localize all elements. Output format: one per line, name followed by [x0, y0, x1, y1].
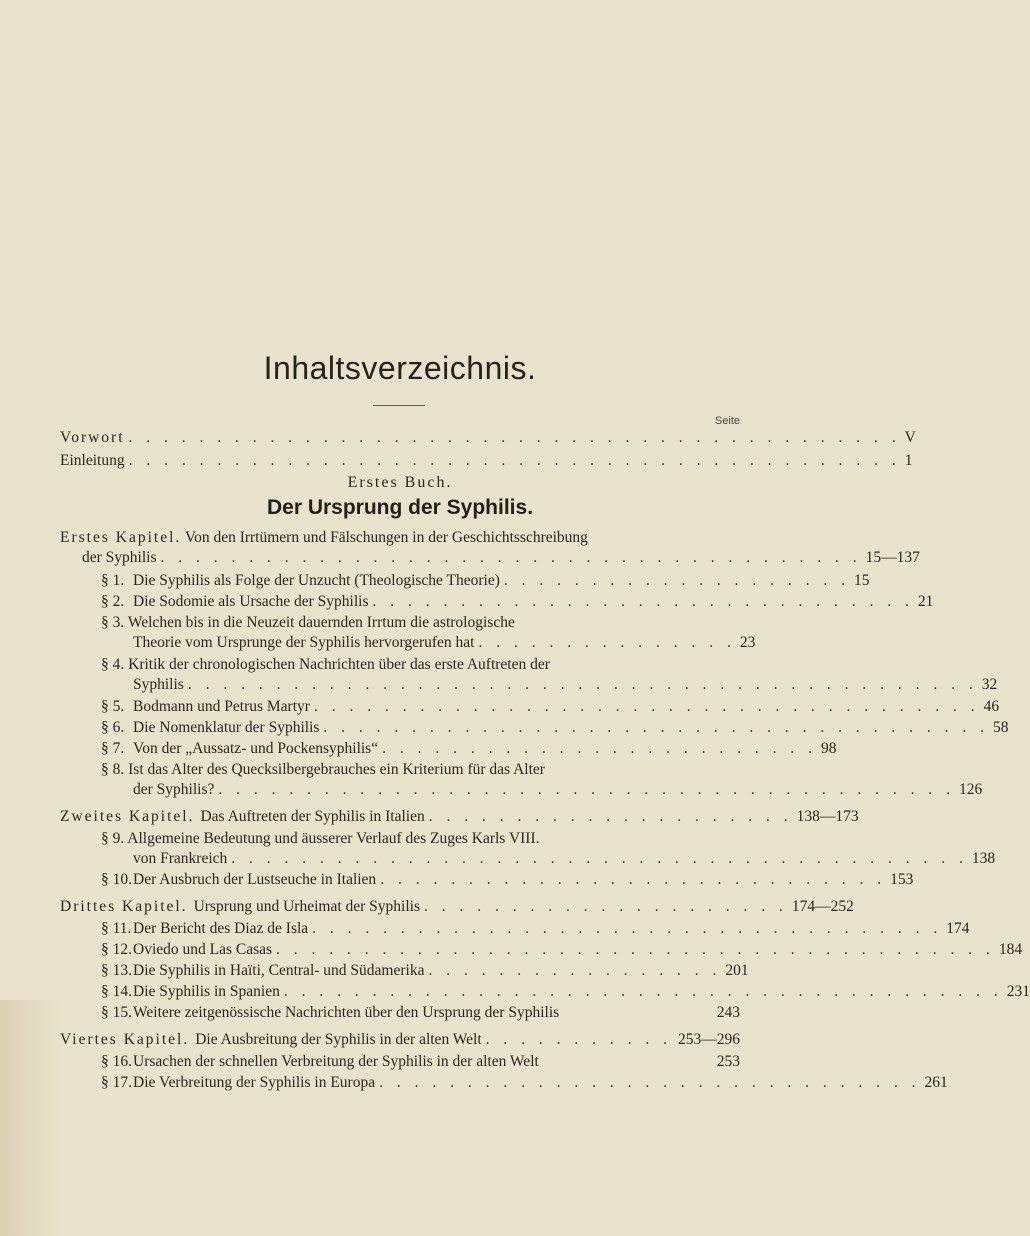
- chapter-entry: [82, 548, 920, 568]
- section-entry-line: [101, 829, 540, 849]
- section-entry: [101, 982, 1030, 1002]
- section-title: Die Syphilis in Haïti, Central- und Südamerika: [133, 962, 425, 979]
- section-title: Bodmann und Petrus Martyr: [133, 698, 310, 715]
- chapter-ordinal: Erstes Kapitel.: [60, 529, 182, 546]
- section-page: 126: [959, 781, 983, 798]
- section-page: 231: [1006, 983, 1030, 1000]
- section-entry-line: [101, 655, 550, 675]
- section-entry-cont: [133, 633, 756, 653]
- section-number: § 13.: [101, 962, 132, 979]
- chapter-pages: 138—173: [796, 808, 859, 825]
- section-title: Kritik der chronologischen Nachrichten über das erste Auftreten der: [128, 656, 550, 673]
- dot-leader: . . . . . . . . . . . . . . . . .: [428, 962, 722, 979]
- section-number: § 16.: [101, 1053, 132, 1070]
- dot-leader: . . . . . . . . . . . . . . . . . . . . . . . . . . . . . . .: [372, 593, 914, 610]
- section-entry: [101, 1052, 740, 1072]
- section-title-cont: der Syphilis?: [133, 781, 215, 798]
- chapter-title-cont: der Syphilis: [82, 549, 157, 566]
- dot-leader: . . . . . . . . . . . . . . . . . . . . . . . . . . . . .: [380, 871, 887, 888]
- section-page: 253: [716, 1053, 740, 1070]
- dot-leader: . . . . . . . . . . . . . . . . . . . . .: [428, 808, 793, 825]
- dot-leader: . . . . . . . . . . .: [485, 1031, 673, 1048]
- section-title: Welchen bis in die Neuzeit dauernden Irrtum die astrologische: [127, 614, 515, 631]
- chapter-title: Von den Irrtümern und Fälschungen in der Geschichtsschreibung: [184, 529, 588, 546]
- section-title: Weitere zeitgenössische Nachrichten über den Ursprung der Syphilis: [133, 1004, 560, 1021]
- section-title-cont: Syphilis: [133, 676, 184, 693]
- title-rule: [373, 405, 425, 406]
- section-title: Der Ausbruch der Lustseuche in Italien: [133, 871, 377, 888]
- chapter-ordinal: Drittes Kapitel.: [60, 898, 188, 915]
- section-title-cont: von Frankreich: [133, 850, 228, 867]
- section-entry: [101, 940, 1023, 960]
- section-page: 98: [820, 740, 837, 757]
- section-entry: [101, 592, 934, 612]
- section-number: § 9.: [101, 830, 125, 847]
- book-heading: Der Ursprung der Syphilis.: [266, 496, 534, 519]
- section-number: § 15.: [101, 1004, 132, 1021]
- dot-leader: . . . . . . . . . . . . . . .: [478, 634, 736, 651]
- dot-leader: . . . . . . . . . . . . . . . . . . . . . . . . . . . . . . . . . . . . . . . . . . . .: [128, 429, 901, 446]
- section-page: 184: [998, 941, 1023, 958]
- section-entry-line: [101, 613, 515, 633]
- entry-label: Einleitung: [60, 452, 125, 469]
- section-entry-cont: [133, 780, 983, 800]
- section-title: Ursachen der schnellen Verbreitung der Syphilis in der alten Welt: [133, 1053, 539, 1070]
- section-number: § 6.: [101, 719, 125, 736]
- dot-leader: . . . . . . . . . . . . . . . . . . . . . . . . . . . . . . . . . . . . . . . . . .: [231, 850, 968, 867]
- section-entry: [101, 1003, 740, 1023]
- section-number: § 1.: [101, 572, 125, 589]
- chapter-ordinal: Zweites Kapitel.: [60, 808, 195, 825]
- section-page: 46: [983, 698, 1000, 715]
- dot-leader: . . . . . . . . . . . . . . . . . . . . . . . . . . . . . . . . . . . .: [312, 920, 943, 937]
- dot-leader: . . . . . . . . . . . . . . . . . . . . . . . . . . . . . . . . . . . . . .: [323, 719, 990, 736]
- toc-entry-vorwort: [60, 428, 916, 448]
- chapter-entry: [60, 897, 854, 917]
- dot-leader: . . . . . . . . . . . . . . . . . . . . . . . . . . . . . . . . . . . . . . . .: [160, 549, 862, 566]
- section-page: 58: [993, 719, 1009, 736]
- entry-label: Vorwort: [60, 429, 125, 446]
- chapter-pages: 15—137: [865, 549, 920, 566]
- dot-leader: . . . . . . . . . . . . . . . . . . . . . . . . . . . . . . . . . . . . . . . . . .: [218, 781, 955, 798]
- chapter-entry: [60, 1030, 740, 1050]
- section-title: Der Bericht des Diaz de Isla: [133, 920, 309, 937]
- entry-page: V: [904, 429, 916, 446]
- section-number: § 10.: [101, 871, 132, 888]
- dot-leader: . . . . . . . . . . . . . . . . . . . . . . . . . . . . . . . . . . . . . . . . . . . .: [128, 452, 901, 469]
- section-number: § 8.: [101, 761, 125, 778]
- section-number: § 17.: [101, 1074, 132, 1091]
- section-title-cont: Theorie vom Ursprunge der Syphilis hervorgerufen hat: [133, 634, 475, 651]
- dot-leader: . . . . . . . . . . . . . . . . . . . . . . . . .: [382, 740, 817, 757]
- section-page: 201: [725, 962, 749, 979]
- section-title: Die Syphilis als Folge der Unzucht (Theologische Theorie): [133, 572, 500, 589]
- chapter-title: Die Ausbreitung der Syphilis in der alten Welt: [195, 1031, 482, 1048]
- section-title: Allgemeine Bedeutung und äusserer Verlauf des Zuges Karls VIII.: [127, 830, 540, 847]
- section-page: 15: [854, 572, 870, 589]
- section-page: 261: [924, 1074, 948, 1091]
- section-entry: [101, 961, 749, 981]
- section-page: 23: [739, 634, 756, 651]
- dot-leader: . . . . . . . . . . . . . . . . . . . .: [503, 572, 851, 589]
- section-page: 243: [716, 1004, 740, 1021]
- section-page: 153: [890, 871, 914, 888]
- section-number: § 14.: [101, 983, 132, 1000]
- section-title: Die Nomenklatur der Syphilis: [133, 719, 320, 736]
- section-entry: [101, 870, 914, 890]
- dot-leader: . . . . . . . . . . . . . . . . . . . . . . . . . . . . . . .: [379, 1074, 921, 1091]
- section-entry-cont: [133, 675, 998, 695]
- toc-entry-einleitung: [60, 451, 913, 471]
- section-number: § 2.: [101, 593, 125, 610]
- chapter-entry: [60, 807, 859, 827]
- section-entry: [101, 697, 1000, 717]
- section-number: § 7.: [101, 740, 125, 757]
- section-page: 174: [946, 920, 970, 937]
- dot-leader: . . . . . . . . . . . . . . . . . . . . .: [424, 898, 788, 915]
- chapter-title-line: [60, 528, 588, 548]
- dot-leader: . . . . . . . . . . . . . . . . . . . . . . . . . . . . . . . . . . . . . .: [313, 698, 980, 715]
- section-number: § 4.: [101, 656, 125, 673]
- chapter-pages: 174—252: [791, 898, 854, 915]
- chapter-title: Das Auftreten der Syphilis in Italien: [200, 808, 425, 825]
- section-entry: [101, 718, 1009, 738]
- page-stain: [0, 1000, 60, 1236]
- section-title: Die Sodomie als Ursache der Syphilis: [133, 593, 369, 610]
- book-label: Erstes Buch.: [347, 474, 453, 491]
- section-entry: [101, 739, 837, 759]
- section-number: § 11.: [101, 920, 132, 937]
- section-entry: [101, 1073, 948, 1093]
- section-title: Die Verbreitung der Syphilis in Europa: [133, 1074, 376, 1091]
- section-entry: [101, 571, 870, 591]
- seite-label: Seite: [714, 415, 740, 427]
- chapter-title: Ursprung und Urheimat der Syphilis: [193, 898, 421, 915]
- section-entry-line: [101, 760, 545, 780]
- chapter-pages: 253—296: [678, 1031, 740, 1048]
- page-title: Inhaltsverzeichnis.: [263, 350, 537, 386]
- dot-leader: . . . . . . . . . . . . . . . . . . . . . . . . . . . . . . . . . . . . . . . . . . . . .: [187, 676, 978, 693]
- section-title: Oviedo und Las Casas: [133, 941, 273, 958]
- dot-leader: . . . . . . . . . . . . . . . . . . . . . . . . . . . . . . . . . . . . . . . . .: [276, 941, 995, 958]
- section-number: § 5.: [101, 698, 125, 715]
- section-page: 32: [981, 676, 998, 693]
- section-entry-cont: [133, 849, 996, 869]
- section-title: Ist das Alter des Quecksilbergebrauches ein Kriterium für das Alter: [128, 761, 545, 778]
- dot-leader: . . . . . . . . . . . . . . . . . . . . . . . . . . . . . . . . . . . . . . . . .: [283, 983, 1003, 1000]
- entry-page: 1: [904, 452, 913, 469]
- section-number: § 3.: [101, 614, 125, 631]
- chapter-ordinal: Viertes Kapitel.: [60, 1031, 190, 1048]
- section-entry: [101, 919, 970, 939]
- section-title: Von der „Aussatz- und Pockensyphilis“: [133, 740, 379, 757]
- section-number: § 12.: [101, 941, 132, 958]
- section-page: 138: [971, 850, 996, 867]
- section-page: 21: [917, 593, 934, 610]
- section-title: Die Syphilis in Spanien: [133, 983, 280, 1000]
